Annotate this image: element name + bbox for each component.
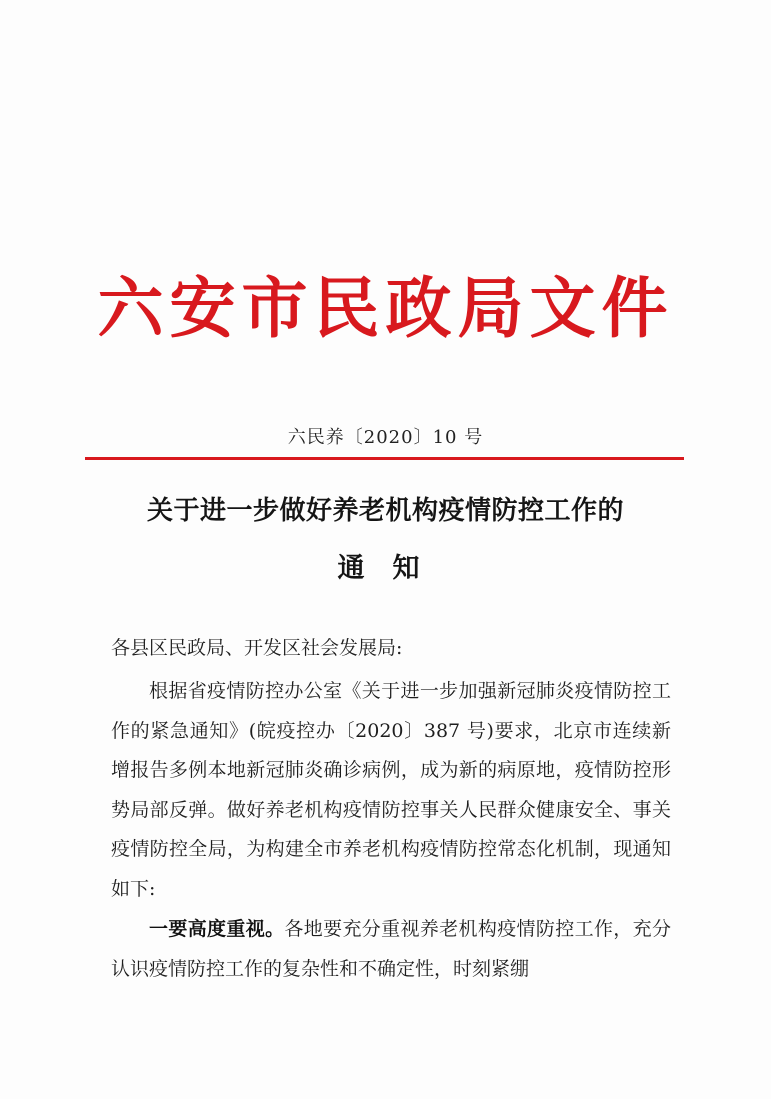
subject-title-line-2: 通知 — [337, 553, 448, 584]
issuer-title: 六安市民政局文件 — [97, 269, 674, 347]
subject-title-line-1: 关于进一步做好养老机构疫情防控工作的 — [146, 496, 624, 526]
salutation: 各县区民政局、开发区社会发展局: — [111, 637, 403, 659]
red-separator-line — [85, 457, 684, 460]
body-paragraph-1: 根据省疫情防控办公室《关于进一步加强新冠肺炎疫情防控工作的紧急通知》(皖疫控办〔2020〕387 号)要求，北京市连续新增报告多例本地新冠肺炎确诊病例，成为新的病原地，疫情防控形势局部反弹。做好养老机构疫情防控事关人民群众健康安全、事关疫情防控全局，为构建全市养老机构疫情防控常态化机制，现通知如下: — [111, 680, 671, 900]
paragraph-2-text: 各地要充分重视养老机构疫情防控工作，充分认识疫情防控工作的复杂性和不确定性，时刻紧绷 — [111, 918, 671, 980]
body-paragraph-2 — [111, 910, 671, 989]
document-number: 六民养〔2020〕10 号 — [287, 427, 484, 448]
paragraph-2-lead: 一要高度重视。 — [149, 918, 285, 940]
